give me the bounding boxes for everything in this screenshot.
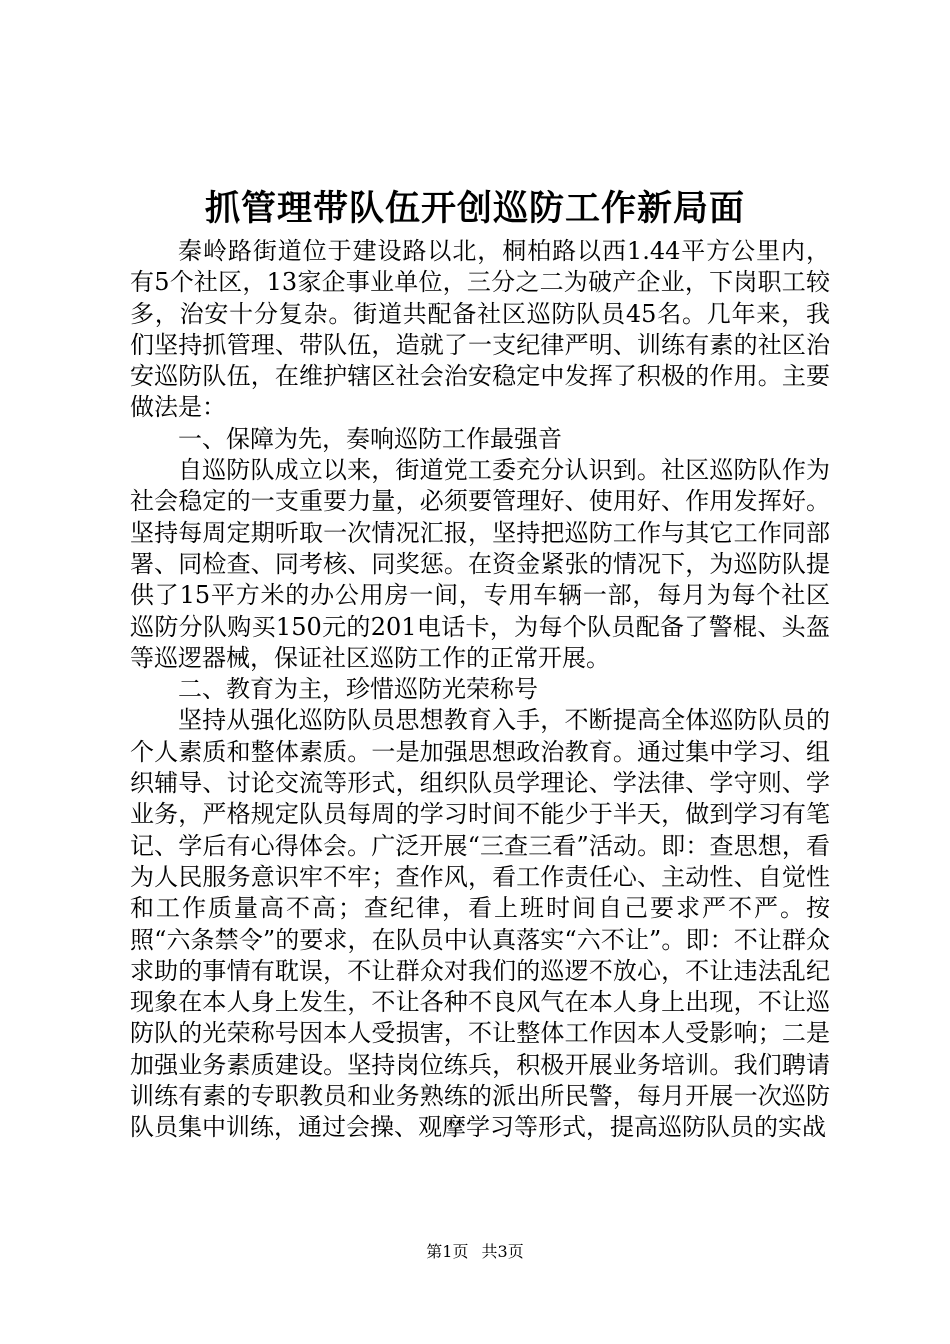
page-footer [0,1240,950,1264]
document-body [130,236,830,1144]
paragraph-section-2: 坚持从强化巡防队员思想教育入手，不断提高全体巡防队员的个人素质和整体素质。一是加强思想政治教育。通过集中学习、组织辅导、讨论交流等形式，组织队员学理论、学法律、学守则、学业务，严格规定队员每周的学习时间不能少于半天，做到学习有笔记、学后有心得体会。广泛开展“三查三看”活动。即：查思想，看为人民服务意识牢不牢；查作风，看工作责任心、主动性、自觉性和工作质量高不高；查纪律，看上班时间自己要求严不严。按照“六条禁令”的要求，在队员中认真落实“六不让”。即：不让群众求助的事情有耽误，不让群众对我们的巡逻不放心，不让违法乱纪现象在本人身上发生，不让各种不良风气在本人身上出现，不让巡防队的光荣称号因本人受损害，不让整体工作因本人受影响；二是加强业务素质建设。坚持岗位练兵，积极开展业务培训。我们聘请训练有素的专职教员和业务熟练的派出所民警，每月开展一次巡防队员集中训练，通过会操、观摩学习等形式，提高巡防队员的实战 [130,706,830,1142]
paragraph-section-1: 自巡防队成立以来，街道党工委充分认识到。社区巡防队作为社会稳定的一支重要力量，必须要管理好、使用好、作用发挥好。坚持每周定期听取一次情况汇报，坚持把巡防工作与其它工作同部署、同检查、同考核、同奖惩。在资金紧张的情况下，为巡防队提供了15平方米的办公用房一间，专用车辆一部，每月为每个社区巡防分队购买150元的201电话卡，为每个队员配备了警棍、头盔等巡逻器械，保证社区巡防工作的正常开展。 [130,456,830,672]
section-heading-1: 一、保障为先，奏响巡防工作最强音 [178,424,562,453]
page-total: 共3页 [481,1242,524,1261]
paragraph-intro: 秦岭路街道位于建设路以北，桐柏路以西1.44平方公里内，有5个社区，13家企事业单位，三分之二为破产企业，下岗职工较多，治安十分复杂。街道共配备社区巡防队员45名。几年来，我们坚持抓管理、带队伍，造就了一支纪律严明、训练有素的社区治安巡防队伍，在维护辖区社会治安稳定中发挥了积极的作用。主要做法是： [130,237,830,422]
document-title: 抓管理带队伍开创巡防工作新局面 [204,188,745,229]
section-heading-2: 二、教育为主，珍惜巡防光荣称号 [178,675,538,704]
page-number: 第1页 [426,1242,469,1261]
